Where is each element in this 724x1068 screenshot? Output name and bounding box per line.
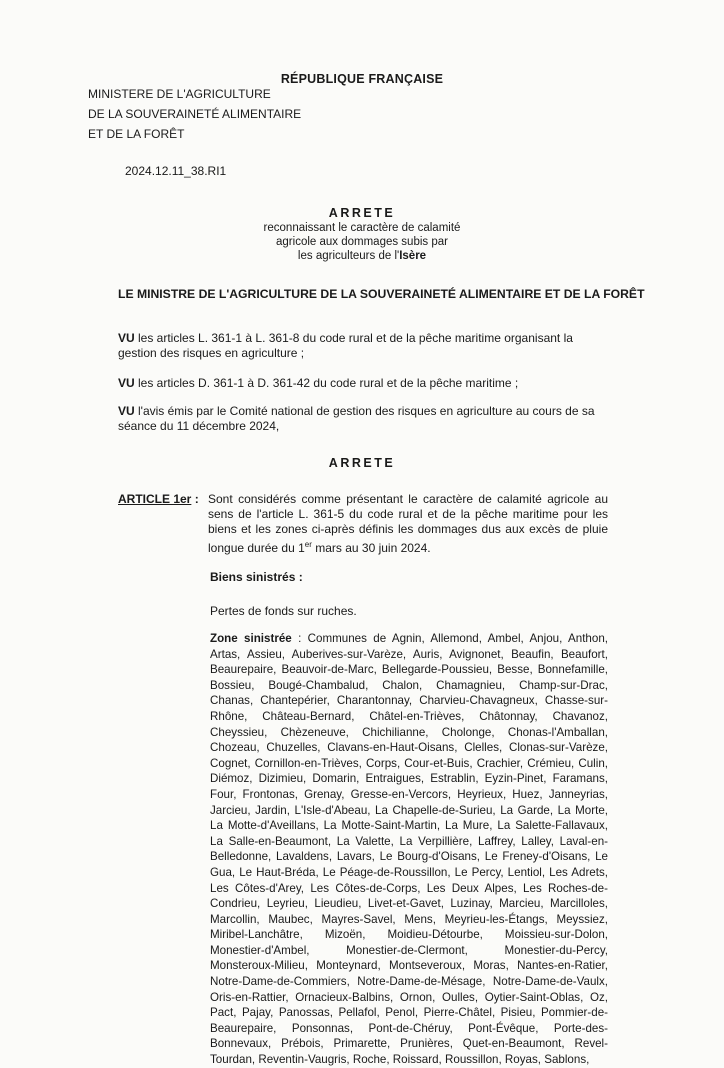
republic-heading: RÉPUBLIQUE FRANÇAISE: [280, 72, 444, 86]
zone-sinistree: [210, 631, 608, 1068]
ministry-line: ET DE LA FORÊT: [88, 127, 185, 141]
visa-text: l'avis émis par le Comité national de gestion des risques en agriculture au cours de sa séance du 11 décembre 2024,: [118, 404, 595, 433]
document-title: ARRETE: [328, 206, 396, 220]
visa-2: [118, 376, 608, 391]
visa-lead: VU: [118, 376, 135, 390]
visa-text: les articles L. 361-1 à L. 361-8 du code rural et de la pêche maritime organisant la gestion des risques en agriculture ;: [118, 331, 573, 360]
subtitle-line: [0, 249, 724, 263]
zone-label: Zone sinistrée: [210, 632, 292, 645]
article-text-part: Sont considérés comme présentant le caractère de calamité agricole au sens de l'article L. 361-5 du code rural et de la pêche maritime pour les biens et les zones ci-après définis les dommages dus aux excès de pluie longue durée du 1: [208, 492, 608, 555]
department-name: Isère: [399, 250, 427, 262]
visa-1: [118, 331, 608, 361]
biens-text: Pertes de fonds sur ruches.: [210, 604, 357, 618]
article-1-label: [118, 492, 199, 506]
article-1-text: [208, 492, 608, 556]
visa-text: les articles D. 361-1 à D. 361-42 du code rural et de la pêche maritime ;: [134, 376, 519, 390]
decision-heading: ARRETE: [328, 456, 396, 470]
ministry-line: DE LA SOUVERAINETÉ ALIMENTAIRE: [88, 107, 302, 121]
ministry-block: [88, 84, 301, 144]
article-separator: :: [191, 492, 199, 506]
article-text-part: mars au 30 juin 2024.: [311, 541, 431, 555]
zone-communes: : Communes de Agnin, Allemond, Ambel, Anjou, Anthon, Artas, Assieu, Auberives-sur-Varèze, Auris, Avignonet, Beaufin, Beaufort, Beaurepaire, Beauvoir-de-Marc, Bellegarde-Poussieu, Besse, Bonnefamille, Bossieu, Bougé-Chambalud, Chalon, Chamagnieu, Champ-sur-Drac, Chanas, Chantepérier, Charantonnay, Charvieu-Chavagneux, Chasse-sur-Rhône, Château-Bernard, Châtel-en-Trièves, Châtonnay, Chavanoz, Cheyssieu, Chèzeneuve, Chichilianne, Cholonge, Chonas-l'Amballan, Chozeau, Chuzelles, Clavans-en-Haut-Oisans, Clelles, Clonas-sur-Varèze, Cognet, Cornillon-en-Trièves, Corps, Cour-et-Buis, Crachier, Crémieu, Culin, Diémoz, Dizimieu, Domarin, Entraigues, Estrablin, Eyzin-Pinet, Faramans, Four, Frontonas, Grenay, Gresse-en-Vercors, Heyrieux, Huez, Janneyrias, Jarcieu, Jardin, L'Isle-d'Abeau, La Chapelle-de-Surieu, La Garde, La Morte, La Motte-d'Aveillans, La Motte-Saint-Martin, La Mure, La Salette-Fallavaux, La Salle-en-Beaumont, La Valette, La Verpillière, Laffrey, Lalley, Laval-en-Belledonne, Lavaldens, Lavars, Le Bourg-d'Oisans, Le Freney-d'Oisans, Le Gua, Le Haut-Bréda, Le Péage-de-Roussillon, Le Percy, Lentiol, Les Adrets, Les Côtes-d'Arey, Les Côtes-de-Corps, Les Deux Alpes, Les Roches-de-Condrieu, Leyrieu, Lieudieu, Livet-et-Gavet, Luzinay, Marcieu, Marcilloles, Marcollin, Maubec, Mayres-Savel, Mens, Meyrieu-les-Étangs, Meyssiez, Miribel-Lanchâtre, Mizoën, Moidieu-Détourbe, Moissieu-sur-Dolon, Monestier-d'Ambel, Monestier-de-Clermont, Monestier-du-Percy, Monsteroux-Milieu, Monteynard, Montseveroux, Moras, Nantes-en-Ratier, Notre-Dame-de-Commiers, Notre-Dame-de-Mésage, Notre-Dame-de-Vaulx, Oris-en-Rattier, Ornacieux-Balbins, Ornon, Oulles, Oytier-Saint-Oblas, Oz, Pact, Pajay, Panossas, Pellafol, Penol, Pierre-Châtel, Pisieu, Pommier-de-Beaurepaire, Ponsonnas, Pont-de-Chéruy, Pont-Évêque, Porte-des-Bonnevaux, Prébois, Primarette, Prunières, Quet-en-Beaumont, Revel-Tourdan, Reventin-Vaugris, Roche, Roissard, Roussillon, Royas, Sablons,: [210, 632, 608, 1067]
document-subtitle: [0, 221, 724, 263]
biens-heading: Biens sinistrés :: [210, 570, 303, 584]
visa-lead: VU: [118, 331, 135, 345]
visa-3: [118, 404, 608, 434]
minister-heading: LE MINISTRE DE L'AGRICULTURE DE LA SOUVERAINETÉ ALIMENTAIRE ET DE LA FORÊT: [118, 287, 645, 301]
subtitle-prefix: les agriculteurs de l': [297, 250, 400, 262]
subtitle-line: agricole aux dommages subis par: [276, 236, 448, 248]
ordinal-superscript: er: [304, 540, 312, 549]
ministry-line: MINISTERE DE L'AGRICULTURE: [88, 87, 271, 101]
reference-number: 2024.12.11_38.RI1: [125, 164, 227, 178]
article-number: ARTICLE 1er: [118, 492, 192, 506]
visa-lead: VU: [118, 404, 135, 418]
subtitle-line: reconnaissant le caractère de calamité: [263, 222, 461, 234]
